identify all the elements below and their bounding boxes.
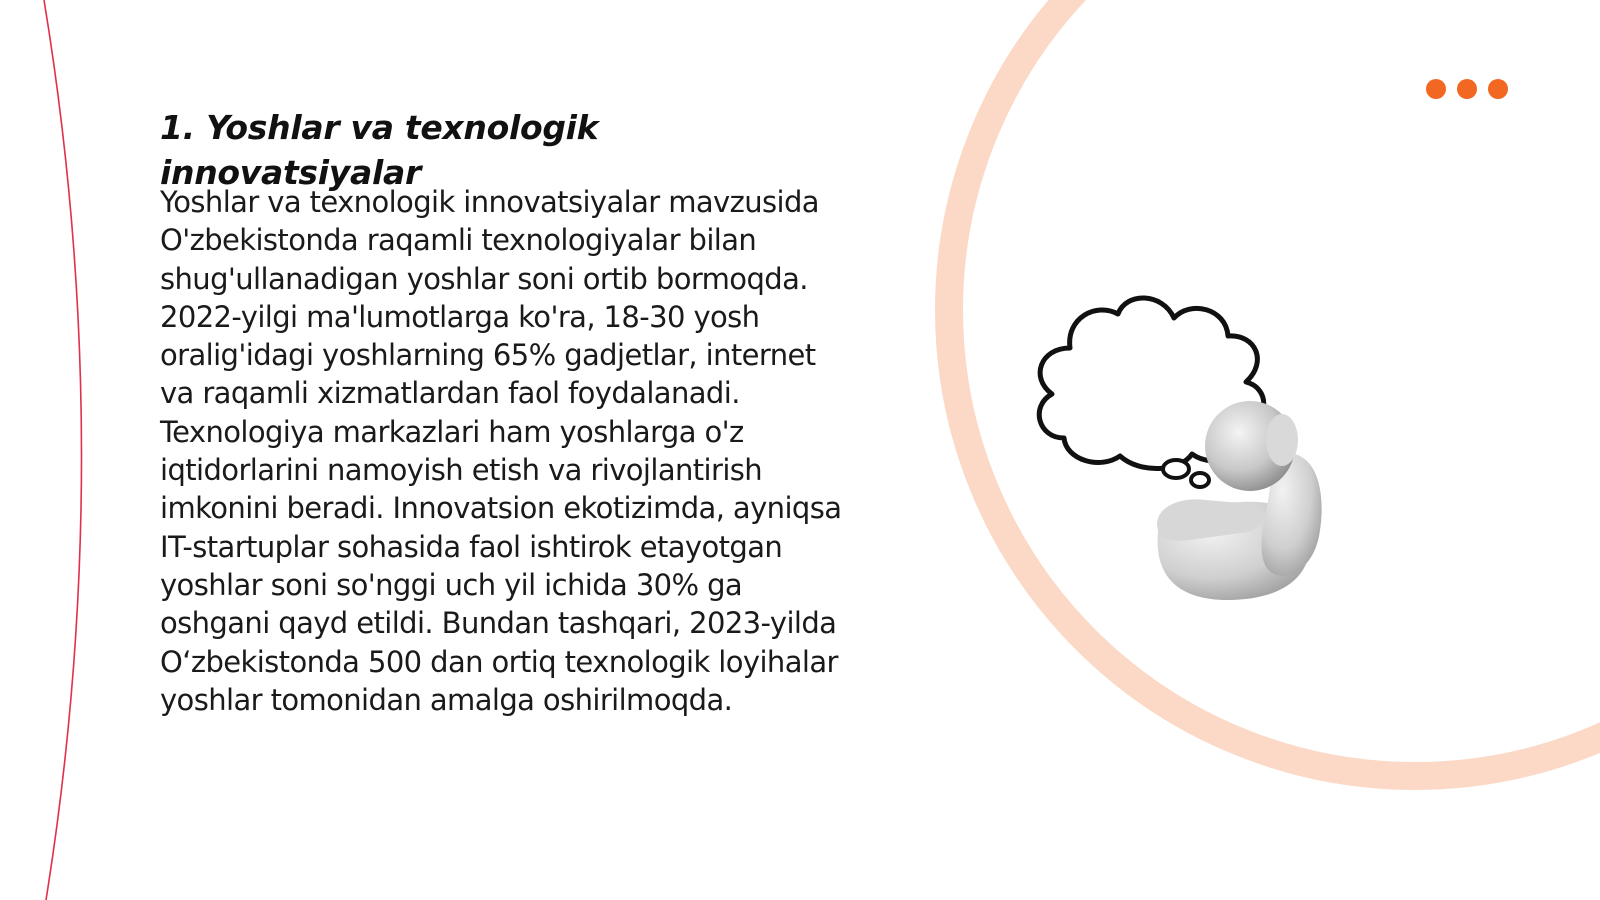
left-curve-line xyxy=(44,0,82,900)
slide-body: Yoshlar va texnologik innovatsiyalar mavzusida O'zbekistonda raqamli texnologiyalar bilan shug'ullanadigan yoshlar soni ortib bormoqda. 2022-yilgi ma'lumotlarga ko'ra, 18-30 yosh oralig'idagi yoshlarning 65% gadjetlar, internet va raqamli xizmatlardan faol foydalanadi. Texnologiya markazlari ham yoshlarga o'z iqtidorlarini namoyish etish va rivojlantirish imkonini beradi. Innovatsion ekotizimda, ayniqsa IT-startuplar sohasida faol ishtirok etayotgan yoshlar soni so'nggi uch yil ichida 30% ga oshgani qayd etildi. Bundan tashqari, 2023-yilda O‘zbekistonda 500 dan ortiq texnologik loyihalar yoshlar tomonidan amalga oshirilmoqda. xyxy=(160,185,842,717)
more-dots-icon[interactable] xyxy=(1426,79,1508,99)
thinking-person-illustration xyxy=(1030,278,1350,613)
slide-title: 1. Yoshlar va texnologik innovatsiyalar xyxy=(160,108,599,192)
text-content xyxy=(160,105,850,719)
dot-3 xyxy=(1488,79,1508,99)
dot-2 xyxy=(1457,79,1477,99)
dot-1 xyxy=(1426,79,1446,99)
thought-bubbles xyxy=(1163,460,1209,487)
